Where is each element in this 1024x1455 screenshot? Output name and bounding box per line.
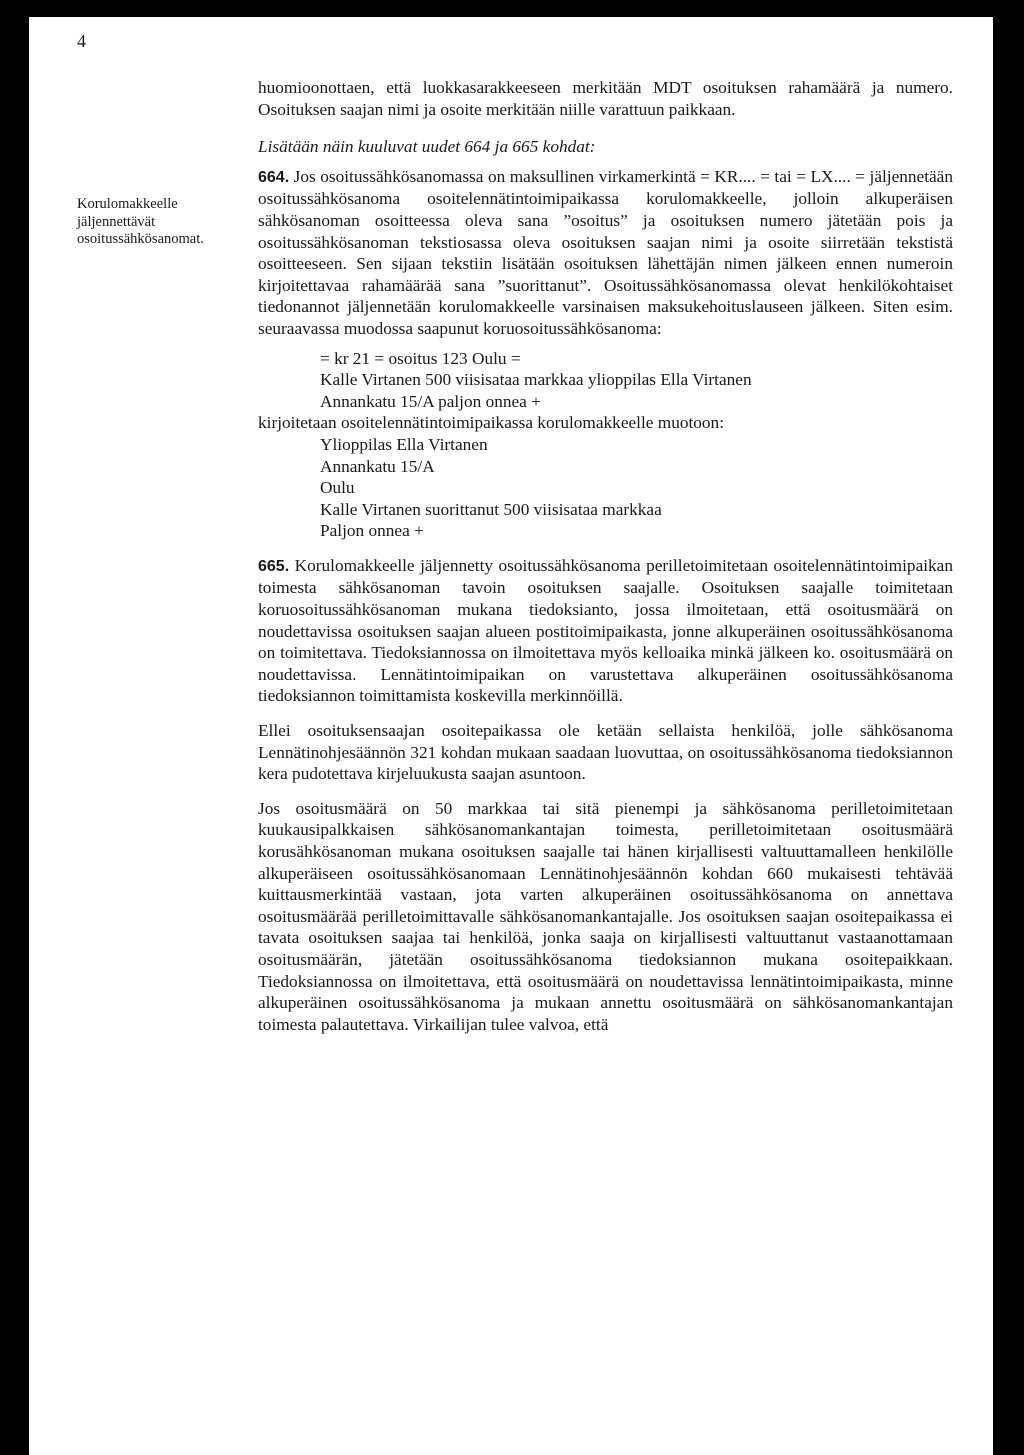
page-number: 4 [77,31,86,51]
output-line: Kalle Virtanen suorittanut 500 viisisataa markkaa [320,499,662,519]
section-665-number: 665. [258,557,290,575]
paragraph-2: Ellei osoituksensaajan osoitepaikassa ole ketään sellaista henkilöä, jolle sähkösanoma Lennätinohjesäännön 321 kohdan mukaan saadaan luovuttaa, on osoitussähkösanoma tiedoksiannon kera pudotettava kirjeluukusta saajan asuntoon. [258,721,953,784]
section-664 [258,166,953,340]
section-664-text: Jos osoitussähkösanomassa on maksullinen virkamerkintä = KR.... = tai = LX.... = jäljennetään osoitussähkösanoma osoitelennätintoimipaikassa korulomakkeelle, jolloin alkuperäisen sähkösanoman osoitteessa oleva sana ”osoitus” ja osoituksen numero jätetään pois ja osoitussähkösanoman tekstiosassa oleva osoituksen saajan nimi ja osoite siirretään tekstistä osoitteeseen. Sen sijaan tekstiin lisätään osoituksen lähettäjän nimen jälkeen ennen numeroin kirjoitettavaa rahamäärää sana ”suorittanut”. Osoitussähkösanomassa olevat henkilökohtaiset tiedonannot jäljennetään korulomakkeelle varsinaisen maksukehoituslauseen jälkeen. Siten esim. seuraavassa muodossa saapunut koruosoitussähkösanoma: [258,166,953,338]
example-mid-text: kirjoitetaan osoitelennätintoimipaikassa korulomakkeelle muotoon: [258,413,725,433]
example-line: Kalle Virtanen 500 viisisataa markkaa ylioppilas Ella Virtanen [320,370,752,390]
output-line: Paljon onnea + [320,521,424,541]
output-line: Oulu [320,478,355,498]
section-heading: Lisätään näin kuuluvat uudet 664 ja 665 kohdat: [258,137,596,157]
body-text [258,77,953,1035]
example-line: Annankatu 15/A paljon onnea + [320,391,541,411]
example-telegram [258,348,953,542]
example-line: = kr 21 = osoitus 123 Oulu = [320,348,521,368]
section-664-number: 664. [258,168,290,186]
section-665 [258,555,953,707]
paragraph-3: Jos osoitusmäärä on 50 markkaa tai sitä pienempi ja sähkösanoma perilletoimitetaan kuukausipalkkaisen sähkösanomankantajan toimesta, perilletoimitetaan osoitusmäärä korusähkösanoman mukana osoituksen saajalle tai hänen kirjallisesti valtuuttamalleen henkilölle alkuperäiseen osoitussähkösanomaan Lennätinohjesäännön kohdan 660 mukaisesti tehtävää kuittausmerkintää vastaan, jota varten alkuperäinen osoitussähkösanoma on annettava osoitusmäärää perilletoimittavalle sähkösanomankantajalle. Jos osoituksen saajan osoitepaikassa ei tavata osoituksen saajaa tai henkilöä, jonka saaja on kirjallisesti valtuuttanut vastaanottamaan osoitusmäärän, jätetään osoitussähkösanoma tiedoksiannon mukana osoitepaikkaan. Tiedoksiannossa on ilmoitettava, että osoitusmäärä on noudettavissa lennätintoimipaikasta, minne alkuperäinen osoitussähkösanoma ja mukaan annettu osoitusmäärä on sähkösanomankantajan toimesta palautettava. Virkailijan tulee valvoa, että [258,798,953,1034]
output-line: Annankatu 15/A [320,456,435,476]
output-line: Ylioppilas Ella Virtanen [320,434,488,454]
margin-note: Korulomakkeelle jäljennettävät osoitussähkösanomat. [77,196,204,247]
section-665-text: Korulomakkeelle jäljennetty osoitussähkösanoma perilletoimitetaan osoitelennätintoimipaikan toimesta sähkösanoman tavoin osoituksen saajalle. Osoituksen saajalle toimitetaan koruosoitussähkösanoman mukana tiedoksianto, jossa ilmoitetaan, että osoitusmäärä on noudettavissa osoituksen saajan alueen postitoimipaikasta, jonne alkuperäinen osoitussähkösanoma on toimitettava. Tiedoksiannossa on ilmoitettava myös kelloaika minkä jälkeen ko. osoitusmäärä on noudettavissa. Lennätintoimipaikan on varustettava alkuperäinen osoitussähkösanoma tiedoksiannon toimittamista koskevilla merkinnöillä. [258,555,953,706]
intro-paragraph: huomioonottaen, että luokkasarakkeeseen merkitään MDT osoituksen rahamäärä ja numero. Osoituksen saajan nimi ja osoite merkitään niille varattuun paikkaan. [258,78,953,119]
